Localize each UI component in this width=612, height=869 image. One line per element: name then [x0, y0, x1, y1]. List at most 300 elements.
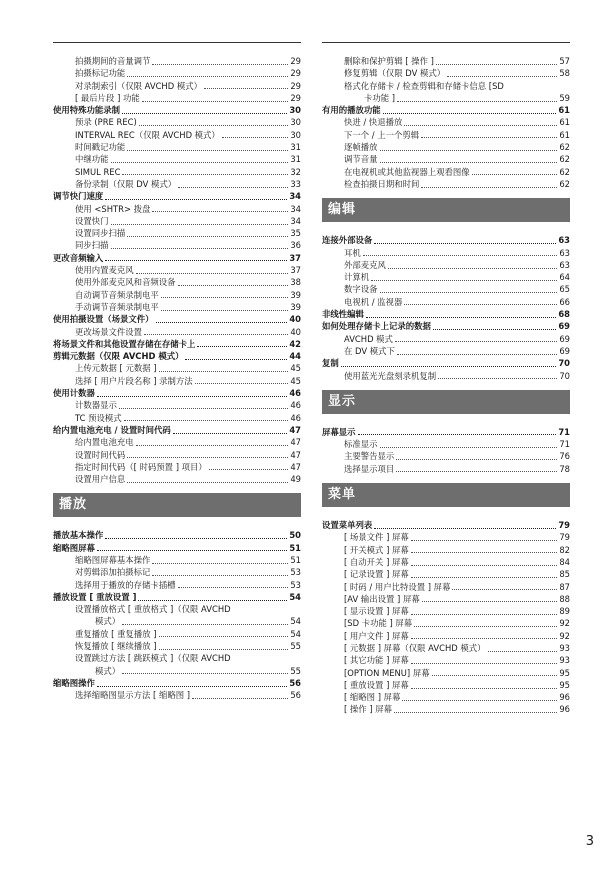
- toc-page-number: 56: [290, 690, 301, 701]
- toc-page-number: 45: [290, 363, 301, 374]
- toc-entry[interactable]: [53, 628, 301, 640]
- dot-leader: [195, 375, 289, 384]
- toc-entry[interactable]: [53, 178, 301, 190]
- toc-entry[interactable]: [53, 203, 301, 215]
- toc-page-number: 58: [559, 68, 570, 79]
- toc-entry[interactable]: [322, 679, 570, 691]
- toc-entry[interactable]: [322, 642, 570, 654]
- toc-page-number: 34: [290, 203, 301, 214]
- dot-leader: [152, 567, 288, 576]
- toc-entry[interactable]: [53, 166, 301, 178]
- dot-leader: [397, 346, 557, 355]
- toc-entry-title: [OPTION MENU] 屏幕: [344, 667, 430, 678]
- dot-leader: [124, 412, 289, 421]
- toc-entry[interactable]: [53, 412, 301, 424]
- dot-leader: [127, 228, 288, 237]
- toc-page-number: 93: [559, 642, 570, 653]
- dot-leader: [394, 704, 557, 713]
- toc-page-number: 69: [559, 345, 570, 356]
- dot-leader: [127, 449, 288, 458]
- toc-page-number: 49: [290, 474, 301, 485]
- dot-leader: [119, 400, 288, 409]
- toc-entry-title: 标准显示: [344, 439, 378, 450]
- dot-leader: [363, 247, 558, 256]
- toc-entry-title: 设置菜单列表: [322, 520, 373, 531]
- toc-entry-title: 拍摄期间的音量调节: [75, 56, 151, 66]
- toc-entry-title: 检查拍摄日期和时间: [344, 178, 420, 189]
- toc-page-number: 63: [559, 259, 570, 270]
- toc-page-number: 37: [290, 265, 301, 276]
- toc-entry[interactable]: [322, 581, 570, 593]
- toc-entry[interactable]: [322, 296, 570, 308]
- toc-entry[interactable]: [322, 568, 570, 580]
- toc-entry-title: 重复播放 [ 重复播放 ]: [75, 628, 157, 639]
- toc-entry[interactable]: [322, 116, 570, 128]
- dot-leader: [144, 326, 288, 335]
- toc-page-number: 38: [290, 277, 301, 288]
- toc-entry[interactable]: [53, 116, 301, 128]
- toc-entry[interactable]: [53, 215, 301, 227]
- toc-entry-title: 使用拍摄设置（场景文件）: [53, 314, 154, 325]
- toc-entry[interactable]: [53, 375, 301, 387]
- toc-entry-title: 给内置电池充电 / 设置时间代码: [53, 424, 171, 435]
- toc-entry[interactable]: [322, 283, 570, 295]
- dot-leader: [161, 289, 289, 298]
- toc-heading-entry[interactable]: [53, 313, 301, 325]
- toc-entry-title: [ 显示设置 ] 屏幕: [344, 606, 409, 617]
- toc-entry[interactable]: [53, 399, 301, 411]
- dot-leader: [358, 426, 557, 435]
- dot-leader: [204, 80, 288, 89]
- toc-entry[interactable]: [53, 615, 301, 627]
- toc-page-number: 29: [290, 68, 301, 79]
- toc-entry-title: 选择用于播放的存储卡插槽: [75, 579, 176, 590]
- dot-leader: [452, 581, 557, 590]
- toc-heading-entry[interactable]: [53, 542, 301, 554]
- toc-entry[interactable]: [322, 556, 570, 568]
- toc-entry-title: [ 用户文件 ] 屏幕: [344, 630, 409, 641]
- dot-leader: [411, 680, 558, 689]
- toc-entry-title: 下一个 / 上一个剪辑: [344, 129, 420, 140]
- toc-heading-entry[interactable]: [53, 190, 301, 202]
- toc-column-right: [322, 55, 570, 716]
- toc-entry-title: [SD 卡功能 ] 屏幕: [344, 618, 413, 629]
- toc-entry[interactable]: [53, 289, 301, 301]
- toc-entry[interactable]: [322, 691, 570, 703]
- toc-entry[interactable]: [322, 345, 570, 357]
- toc-heading-entry[interactable]: [53, 350, 301, 362]
- toc-heading-entry[interactable]: [322, 426, 570, 438]
- toc-page-number: 46: [290, 412, 301, 423]
- dot-leader: [152, 555, 288, 564]
- toc-entry[interactable]: [322, 703, 570, 715]
- toc-page-number: 51: [290, 554, 301, 565]
- toc-page-number: 62: [559, 142, 570, 153]
- toc-page-number: 31: [290, 142, 301, 153]
- toc-entry-title: 缩略图屏幕: [53, 542, 95, 553]
- toc-page-number: 37: [289, 252, 301, 263]
- dot-leader: [411, 557, 558, 566]
- toc-entry-title: [ 元数据 ] 屏幕（仅限 AVCHD 模式）: [344, 642, 486, 653]
- toc-entry-title: 缩略图屏幕基本操作: [75, 554, 151, 565]
- toc-entry-title: 电视机 / 监视器: [344, 296, 403, 307]
- dot-leader: [411, 655, 558, 664]
- toc-entry-title: 连接外部设备: [322, 235, 373, 246]
- toc-heading-entry[interactable]: [53, 338, 301, 350]
- toc-entry-title: 使用外部麦克风和音频设备: [75, 277, 176, 288]
- dot-leader: [374, 235, 556, 244]
- toc-page-number: 87: [559, 581, 570, 592]
- toc-page-number: 39: [290, 289, 301, 300]
- toc-entry-title: [ 开关模式 ] 屏幕: [344, 544, 409, 555]
- dot-leader: [139, 117, 289, 126]
- toc-entry-title: 计数器显示: [75, 400, 117, 411]
- toc-entry-title: 备份录制（仅限 DV 模式）: [75, 178, 177, 189]
- dot-leader: [122, 665, 288, 674]
- toc-entry[interactable]: [53, 665, 301, 677]
- toc-entry[interactable]: [53, 436, 301, 448]
- toc-entry[interactable]: [53, 276, 301, 288]
- toc-page-number: 82: [559, 544, 570, 555]
- dot-leader: [414, 618, 557, 627]
- toc-heading-entry[interactable]: [53, 591, 301, 603]
- section-header: 播放: [53, 493, 301, 517]
- toc-entry[interactable]: [322, 593, 570, 605]
- toc-entry-title: 恢复播放 [ 继续播放 ]: [75, 641, 157, 652]
- dot-leader: [395, 333, 557, 342]
- toc-entry[interactable]: [322, 92, 570, 104]
- toc-entry[interactable]: [53, 554, 301, 566]
- toc-entry[interactable]: [322, 463, 570, 475]
- toc-entry-title: 选择 [ 用户片段名称 ] 录制方法: [75, 375, 193, 386]
- dot-leader: [152, 203, 288, 212]
- toc-entry[interactable]: [53, 227, 301, 239]
- toc-entry-title: 预录 (PRE REC): [75, 117, 137, 128]
- toc-entry[interactable]: [53, 449, 301, 461]
- section-header: 菜单: [322, 483, 570, 507]
- toc-heading-entry[interactable]: [322, 357, 570, 369]
- toc-entry-title: 播放基本操作: [53, 530, 104, 541]
- toc-page-number: 63: [558, 235, 570, 246]
- toc-entry[interactable]: [53, 55, 301, 67]
- dot-leader: [111, 154, 289, 163]
- toc-entry[interactable]: [53, 461, 301, 473]
- toc-entry-title: [ 记录设置 ] 屏幕: [344, 569, 409, 580]
- toc-entry[interactable]: [322, 129, 570, 141]
- dot-leader: [111, 216, 289, 225]
- toc-page-number: 54: [290, 628, 301, 639]
- dot-leader: [222, 129, 289, 138]
- toc-entry[interactable]: [322, 333, 570, 345]
- toc-heading-entry[interactable]: [322, 308, 570, 320]
- dot-leader: [209, 461, 289, 470]
- toc-entry-title: 使用 <SHTR> 拨盘: [75, 203, 151, 214]
- toc-entry-title: 剪辑元数据（仅限 AVCHD 模式）: [53, 351, 184, 362]
- dot-leader: [433, 321, 556, 330]
- dot-leader: [438, 370, 557, 379]
- toc-entry-title: 删除和保护剪辑 [ 操作 ]: [344, 56, 434, 66]
- dot-leader: [421, 129, 557, 138]
- toc-page-number: 40: [289, 314, 301, 325]
- toc-entry-title: [ 操作 ] 屏幕: [344, 704, 393, 715]
- dot-leader: [396, 463, 557, 472]
- toc-entry[interactable]: [53, 92, 301, 104]
- toc-entry[interactable]: [53, 689, 301, 701]
- toc-entry[interactable]: [322, 544, 570, 556]
- toc-page-number: 30: [289, 105, 301, 116]
- toc-entry-title: 手动调节音频录制电平: [75, 301, 159, 312]
- dot-leader: [161, 302, 289, 311]
- toc-heading-entry[interactable]: [53, 529, 301, 541]
- toc-entry-title: 拍摄标记功能: [75, 68, 126, 79]
- toc-entry[interactable]: [53, 473, 301, 485]
- toc-entry-title: [ 最后片段 ] 功能: [75, 92, 140, 103]
- toc-page-number: 64: [559, 272, 570, 283]
- toc-page-number: 47: [289, 424, 301, 435]
- toc-entry[interactable]: [322, 259, 570, 271]
- toc-entry-title: 复制: [322, 358, 339, 369]
- dot-leader: [380, 439, 558, 448]
- dot-leader: [341, 358, 557, 367]
- toc-entry-title: 设置同步扫描: [75, 228, 126, 239]
- toc-entry[interactable]: [53, 129, 301, 141]
- toc-heading-entry[interactable]: [53, 387, 301, 399]
- toc-page-number: 33: [290, 178, 301, 189]
- toc-entry[interactable]: [53, 80, 301, 92]
- toc-heading-entry[interactable]: [322, 104, 570, 116]
- toc-page-number: 69: [558, 321, 570, 332]
- toc-entry[interactable]: [53, 153, 301, 165]
- top-rule-left: [53, 42, 301, 43]
- toc-page-number: 70: [559, 370, 570, 381]
- toc-page-number: 85: [559, 569, 570, 580]
- toc-entry-title: 模式）: [95, 665, 121, 676]
- toc-page-number: 61: [558, 105, 570, 116]
- toc-entry-title: TC 预设模式: [75, 412, 122, 423]
- dot-leader: [411, 544, 558, 553]
- dot-leader: [105, 530, 287, 539]
- toc-page-number: 46: [289, 388, 301, 399]
- toc-entry[interactable]: [322, 178, 570, 190]
- toc-entry-title: 对剪辑添加拍摄标记: [75, 567, 151, 578]
- toc-page-number: 71: [558, 426, 570, 437]
- section-header: 编辑: [322, 198, 570, 222]
- toc-entry-title: 给内置电池充电: [75, 437, 134, 448]
- toc-page-number: 56: [289, 677, 301, 688]
- toc-entry-title: 调节快门速度: [53, 191, 104, 202]
- toc-entry[interactable]: [322, 271, 570, 283]
- toc-entry[interactable]: [53, 67, 301, 79]
- toc-entry-title: 使用计数器: [53, 388, 95, 399]
- toc-page-number: 96: [559, 692, 570, 703]
- toc-entry[interactable]: [322, 654, 570, 666]
- toc-entry-title: 使用特殊功能录制: [53, 105, 120, 116]
- toc-page-number: 95: [559, 679, 570, 690]
- toc-heading-entry[interactable]: [53, 252, 301, 264]
- dot-leader: [380, 154, 558, 163]
- toc-page-number: 68: [558, 309, 570, 320]
- toc-column-left: [53, 55, 301, 702]
- toc-page-number: 84: [559, 556, 570, 567]
- toc-entry-title: [ 缩略图 ] 屏幕: [344, 692, 401, 703]
- toc-entry[interactable]: [322, 370, 570, 382]
- toc-page-number: 66: [559, 296, 570, 307]
- toc-entry-title: 在电视机或其他监视器上观看图像: [344, 166, 470, 177]
- toc-entry-title: [ 自动开关 ] 屏幕: [344, 556, 409, 567]
- toc-entry[interactable]: [53, 362, 301, 374]
- toc-entry-title: [ 时码 / 用户比特设置 ] 屏幕: [344, 581, 451, 592]
- dot-leader: [185, 351, 287, 360]
- toc-entry[interactable]: [322, 438, 570, 450]
- toc-entry-title: 自动调节音频录制电平: [75, 289, 159, 300]
- toc-entry-title: 在 DV 模式下: [344, 345, 395, 356]
- toc-entry-title: 如何处理存储卡上记录的数据: [322, 321, 431, 332]
- toc-page-number: 30: [290, 129, 301, 140]
- toc-heading-entry[interactable]: [53, 104, 301, 116]
- dot-leader: [173, 425, 288, 434]
- dot-leader: [380, 284, 558, 293]
- toc-page-number: 69: [559, 333, 570, 344]
- toc-page-number: 42: [289, 338, 301, 349]
- toc-entry-title: 卡功能 ]: [364, 92, 396, 103]
- toc-page-number: 62: [559, 178, 570, 189]
- toc-page-number: 36: [290, 240, 301, 251]
- toc-page-number: 96: [559, 704, 570, 715]
- toc-heading-entry[interactable]: [322, 519, 570, 531]
- toc-page-number: 55: [290, 665, 301, 676]
- toc-entry[interactable]: [322, 166, 570, 178]
- toc-page-number: 63: [559, 247, 570, 258]
- toc-entry-title: AVCHD 模式: [344, 333, 393, 344]
- toc-page-number: 62: [559, 154, 570, 165]
- toc-page-number: 61: [559, 129, 570, 140]
- toc-heading-entry[interactable]: [322, 320, 570, 332]
- dot-leader: [136, 437, 289, 446]
- dot-leader: [138, 592, 287, 601]
- toc-entry-title: 时间戳记功能: [75, 142, 126, 153]
- toc-entry[interactable]: [322, 667, 570, 679]
- toc-entry-title: 选择显示项目: [344, 463, 395, 474]
- dot-leader: [159, 363, 289, 372]
- dot-leader: [383, 105, 557, 114]
- toc-page-number: 71: [559, 439, 570, 450]
- toc-page-number: 54: [290, 616, 301, 627]
- toc-page-number: 29: [290, 56, 301, 66]
- toc-entry[interactable]: [322, 531, 570, 543]
- toc-page-number: 79: [558, 520, 570, 531]
- toc-entry[interactable]: [322, 141, 570, 153]
- toc-entry[interactable]: [53, 326, 301, 338]
- dot-leader: [156, 314, 288, 323]
- dot-leader: [371, 272, 557, 281]
- dot-leader: [127, 68, 288, 77]
- toc-entry[interactable]: [53, 603, 301, 615]
- toc-page-number: 59: [559, 92, 570, 103]
- toc-page-number: 57: [559, 56, 570, 66]
- toc-entry[interactable]: [322, 80, 570, 92]
- toc-entry[interactable]: [53, 301, 301, 313]
- toc-entry-title: 更改音频输入: [53, 252, 104, 263]
- page-number: 3: [585, 834, 594, 849]
- toc-entry-title: 同步扫描: [75, 240, 109, 251]
- toc-page-number: 34: [289, 191, 301, 202]
- toc-entry-title: [ 场景文件 ] 屏幕: [344, 532, 409, 543]
- toc-entry[interactable]: [53, 640, 301, 652]
- toc-entry[interactable]: [322, 247, 570, 259]
- toc-entry-title: 屏幕显示: [322, 426, 356, 437]
- toc-entry[interactable]: [53, 579, 301, 591]
- toc-entry-title: 使用蓝光光盘刻录机复制: [344, 370, 437, 381]
- toc-entry-title: 耳机: [344, 247, 361, 258]
- toc-entry-title: 指定时间代码（[ 时码预置 ] 项目）: [75, 461, 207, 472]
- dot-leader: [411, 532, 558, 541]
- dot-leader: [97, 678, 287, 687]
- toc-entry-title: 设置快门: [75, 215, 109, 226]
- dot-leader: [127, 142, 288, 151]
- toc-entry-title: 将场景文件和其他设置存储在存储卡上: [53, 338, 196, 349]
- toc-page-number: 88: [559, 593, 570, 604]
- dot-leader: [142, 93, 289, 102]
- toc-page-number: 47: [290, 437, 301, 448]
- dot-leader: [447, 68, 557, 77]
- toc-entry[interactable]: [322, 630, 570, 642]
- toc-page-number: 35: [290, 228, 301, 239]
- toc-entry-title: 主要警告显示: [344, 451, 395, 462]
- toc-page-number: 40: [290, 326, 301, 337]
- dot-leader: [97, 542, 287, 551]
- toc-heading-entry[interactable]: [53, 677, 301, 689]
- toc-entry-title: [ 其它功能 ] 屏幕: [344, 655, 409, 666]
- toc-entry[interactable]: [322, 450, 570, 462]
- toc-entry-title: 设置播放格式 [ 重放格式 ]（仅限 AVCHD: [75, 604, 231, 615]
- toc-entry[interactable]: [53, 141, 301, 153]
- toc-entry-title: 使用内置麦克风: [75, 265, 134, 276]
- toc-entry[interactable]: [322, 605, 570, 617]
- toc-entry[interactable]: [322, 153, 570, 165]
- toc-entry[interactable]: [322, 67, 570, 79]
- toc-page-number: 92: [559, 618, 570, 629]
- toc-entry-title: INTERVAL REC（仅限 AVCHD 模式）: [75, 129, 220, 140]
- toc-entry[interactable]: [53, 652, 301, 664]
- toc-entry[interactable]: [53, 264, 301, 276]
- dot-leader: [122, 616, 288, 625]
- toc-page-number: 47: [290, 449, 301, 460]
- dot-leader: [388, 260, 557, 269]
- toc-entry[interactable]: [322, 617, 570, 629]
- toc-page-number: 34: [290, 215, 301, 226]
- toc-entry-title: 播放设置 [ 重放设置 ]: [53, 591, 137, 602]
- toc-heading-entry[interactable]: [53, 424, 301, 436]
- toc-entry[interactable]: [53, 566, 301, 578]
- toc-page-number: 31: [290, 154, 301, 165]
- dot-leader: [97, 388, 287, 397]
- toc-page-number: 92: [559, 630, 570, 641]
- dot-leader: [105, 191, 287, 200]
- dot-leader: [404, 117, 557, 126]
- dot-leader: [380, 142, 558, 151]
- toc-page-number: 62: [559, 166, 570, 177]
- toc-entry[interactable]: [53, 239, 301, 251]
- toc-page-number: 46: [290, 400, 301, 411]
- dot-leader: [397, 93, 557, 102]
- toc-entry[interactable]: [322, 55, 570, 67]
- dot-leader: [421, 179, 557, 188]
- dot-leader: [178, 277, 289, 286]
- toc-heading-entry[interactable]: [322, 234, 570, 246]
- toc-entry-title: 外部麦克风: [344, 259, 386, 270]
- toc-page-number: 89: [559, 606, 570, 617]
- toc-entry-title: 上传元数据 [ 元数据 ]: [75, 363, 157, 374]
